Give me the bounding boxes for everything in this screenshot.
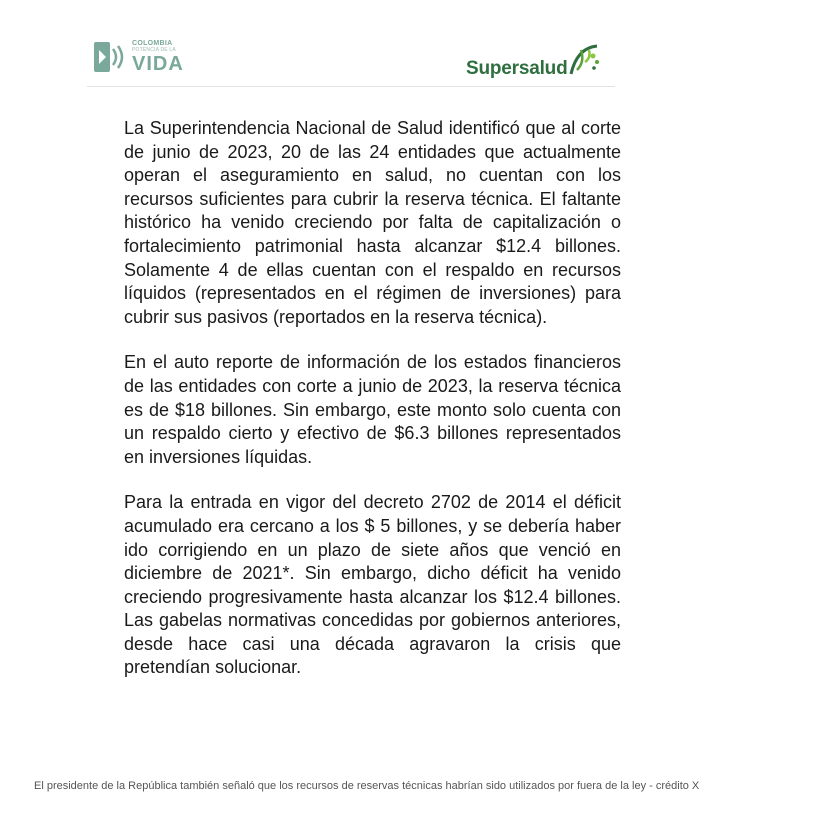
document-body: [124, 117, 621, 702]
supersalud-leaf-icon: [563, 40, 603, 80]
image-caption: El presidente de la República también señaló que los recursos de reservas técnicas habrían sido utilizados por fuera de la ley - crédito X: [34, 780, 700, 792]
logo-sub-line: POTENCIA DE LA: [132, 47, 176, 53]
supersalud-logo: [466, 40, 603, 78]
header-divider: [87, 86, 615, 87]
logo-top-line: COLOMBIA: [132, 40, 173, 47]
paragraph-1: La Superintendencia Nacional de Salud identificó que al corte de junio de 2023, 20 de las 24 entidades que actualmente operan el aseguramiento en salud, no cuentan con los recursos suficientes para cubrir la reserva técnica. El faltante histórico ha venido creciendo por falta de capitalización o fortalecimiento patrimonial hasta alcanzar $12.4 billones. Solamente 4 de ellas cuentan con el respaldo en recursos líquidos (representados en el régimen de inversiones) para cubrir sus pasivos (reportados en la reserva técnica).: [124, 118, 621, 327]
paragraph-3: Para la entrada en vigor del decreto 2702 de 2014 el déficit acumulado era cercano a los $ 5 billones, y se debería haber ido corrigiendo en un plazo de siete años que venció en diciembre de 2021*. Sin embargo, dicho déficit ha venido creciendo progresivamente hasta alcanzar los $12.4 billones. Las gabelas normativas concedidas por gobiernos anteriores, desde hace casi una década agravaron la crisis que pretendían solucionar.: [124, 492, 621, 678]
supersalud-wordmark: Supersalud: [466, 58, 568, 79]
colombia-potencia-de-la-vida-logo: [94, 40, 184, 74]
colombia-wave-icon: [94, 40, 128, 74]
logo-main-word: VIDA: [132, 53, 184, 75]
paragraph-2: En el auto reporte de información de los estados financieros de las entidades con corte a junio de 2023, la reserva técnica es de $18 billones. Sin embargo, este monto solo cuenta con un respaldo cierto y efectivo de $6.3 billones representados en inversiones líquidas.: [124, 352, 621, 467]
